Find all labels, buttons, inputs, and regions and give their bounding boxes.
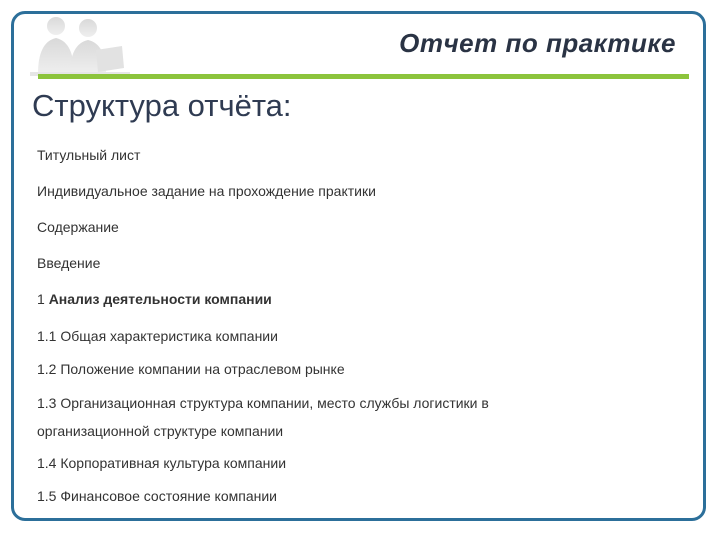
toc-item-chapter-1-text: 1 Анализ деятельности компании	[37, 291, 272, 307]
header-divider	[38, 74, 689, 79]
toc-item-1-2: 1.2 Положение компании на отраслевом рынке	[37, 361, 345, 377]
toc-item-contents: Содержание	[37, 219, 119, 235]
business-people-silhouette-icon	[26, 14, 136, 80]
toc-item-assignment: Индивидуальное задание на прохождение практики	[37, 183, 376, 199]
section-title: Структура отчёта:	[32, 88, 292, 123]
toc-item-1-3-continued: организационной структуре компании	[37, 423, 284, 439]
toc-item-1-5: 1.5 Финансовое состояние компании	[37, 488, 277, 504]
toc-item-1-3: 1.3 Организационная структура компании, место службы логистики в	[37, 395, 489, 411]
toc-item-title-page: Титульный лист	[37, 147, 141, 163]
toc-item-1-4: 1.4 Корпоративная культура компании	[37, 455, 287, 471]
toc-item-1-1: 1.1 Общая характеристика компании	[37, 328, 278, 344]
toc-item-introduction: Введение	[37, 255, 101, 271]
toc-item-chapter-1	[37, 291, 272, 307]
page-title: Отчет по практике	[399, 28, 676, 58]
